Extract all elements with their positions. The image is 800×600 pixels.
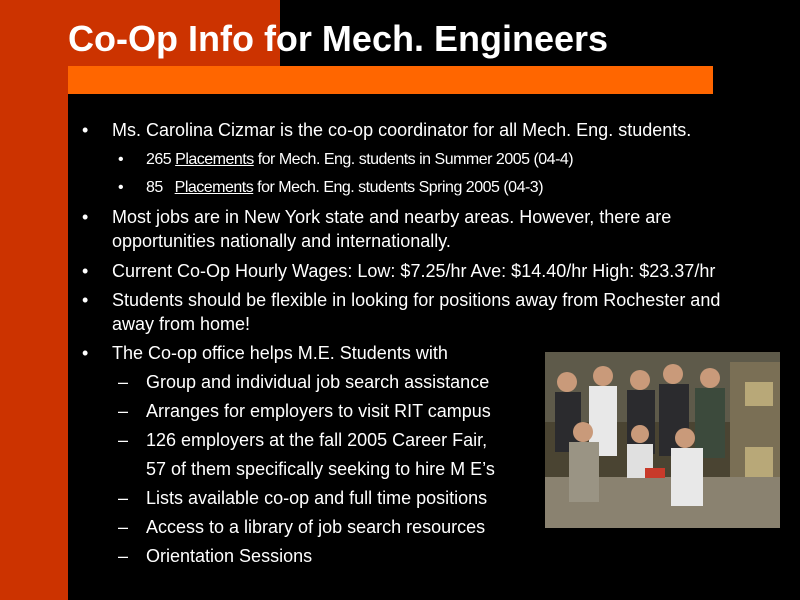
dash-icon: – xyxy=(118,372,129,392)
bullet-hourly-wages: • Current Co-Op Hourly Wages: Low: $7.25/hr Ave: $14.40/hr High: $23.37/hr xyxy=(82,261,716,281)
bullet-dot-icon: • xyxy=(82,343,89,363)
bullet-dot-icon: • xyxy=(118,151,124,168)
bullet-coop-office: • The Co-op office helps M.E. Students with xyxy=(82,343,448,363)
bullet-dot-icon: • xyxy=(118,179,124,196)
sub-item-resource-library: – Access to a library of job search resources xyxy=(118,517,486,537)
placements-link[interactable]: Placements xyxy=(174,179,254,196)
bullet-dot-icon: • xyxy=(82,120,89,140)
dash-icon: – xyxy=(118,488,129,508)
bullet-coordinator: • Ms. Carolina Cizmar is the co-op coordinator for all Mech. Eng. students. xyxy=(82,120,692,140)
bullet-flexibility: • Students should be flexible in looking for positions away from Rochester and away from home! xyxy=(82,290,721,334)
dash-icon: – xyxy=(118,401,129,421)
bullet-dot-icon: • xyxy=(82,290,89,310)
dash-icon: – xyxy=(118,546,129,566)
orange-accent-bar xyxy=(68,66,713,94)
students-group-photo xyxy=(545,352,780,528)
sub-bullet-spring-placements: • 85 Placements for Mech. Eng. students Spring 2005 (04-3) xyxy=(118,176,543,200)
sub-item-orientation: – Orientation Sessions xyxy=(118,546,313,566)
sub-item-career-fair-continued: 57 of them specifically seeking to hire M E’s xyxy=(146,459,495,479)
placements-link[interactable]: Placements xyxy=(175,151,254,168)
slide-title: Co-Op Info for Mech. Engineers xyxy=(68,18,609,59)
bullet-dot-icon: • xyxy=(82,261,89,281)
sub-item-positions-list: – Lists available co-op and full time positions xyxy=(118,488,488,508)
dash-icon: – xyxy=(118,430,129,450)
sub-item-career-fair: – 126 employers at the fall 2005 Career Fair, xyxy=(118,430,488,450)
sub-bullet-summer-placements: • 265 Placements for Mech. Eng. students in Summer 2005 (04-4) xyxy=(118,148,573,172)
dash-icon: – xyxy=(118,517,129,537)
bullet-job-locations: • Most jobs are in New York state and nearby areas. However, there are opportunities nationally and internationally. xyxy=(82,207,672,251)
left-accent-band xyxy=(0,0,68,600)
sub-item-employer-visits: – Arranges for employers to visit RIT campus xyxy=(118,401,491,421)
sub-item-job-search-assistance: – Group and individual job search assistance xyxy=(118,372,490,392)
bullet-dot-icon: • xyxy=(82,207,89,227)
